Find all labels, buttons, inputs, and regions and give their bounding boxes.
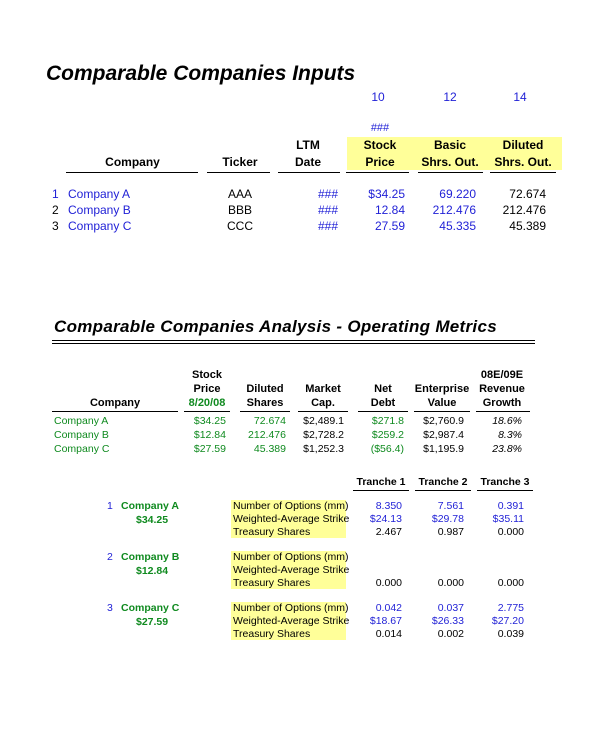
title-double-line-bottom (52, 343, 535, 344)
inputs-header-price-1: Stock (363, 138, 397, 152)
revenue-growth: 18.6% (492, 415, 522, 427)
label-weighted-average-strike: Weighted-Average Strike (233, 513, 350, 525)
options-tranche-2[interactable]: 0.037 (437, 602, 464, 614)
diluted-shares: 72.674 (509, 187, 546, 201)
inputs-underline-basic (418, 172, 483, 173)
inputs-underline-company (66, 172, 198, 173)
col-number-10: 10 (371, 90, 385, 104)
net-debt: ($56.4) (370, 443, 404, 455)
company-name: Company C (121, 602, 180, 614)
options-tranche-3[interactable]: 0.391 (497, 500, 524, 512)
revenue-growth: 8.3% (498, 429, 522, 441)
treasury-tranche-1: 0.000 (375, 577, 402, 589)
market-cap: $2,728.2 (303, 429, 344, 441)
options-tranche-2[interactable]: 7.561 (437, 500, 464, 512)
stock-price: $34.25 (193, 415, 226, 427)
analysis-header-growth-3: Growth (482, 397, 522, 409)
market-cap: $1,252.3 (303, 443, 344, 455)
analysis-underline-growth (476, 411, 530, 412)
strike-tranche-1[interactable]: $18.67 (369, 615, 402, 627)
analysis-underline-diluted (240, 411, 290, 412)
company-number: 2 (107, 551, 113, 563)
analysis-underline-debt (358, 411, 408, 412)
ltm-date[interactable]: ### (317, 187, 338, 201)
analysis-underline-ev (414, 411, 470, 412)
treasury-tranche-1: 2.467 (375, 526, 402, 538)
company-name[interactable]: Company B (68, 203, 131, 217)
company-name[interactable]: Company A (68, 187, 131, 201)
company-number: 1 (107, 500, 113, 512)
analysis-header-price-1: Stock (192, 369, 222, 381)
analysis-header-diluted-1: Diluted (246, 383, 284, 395)
col-number-14: 14 (513, 90, 527, 104)
ticker[interactable]: BBB (227, 203, 252, 217)
ltm-date[interactable]: ### (317, 219, 338, 233)
options-tranche-3[interactable]: 2.775 (497, 602, 524, 614)
basic-shares[interactable]: 69.220 (439, 187, 476, 201)
label-number-of-options: Number of Options (mm) (233, 500, 349, 512)
strike-tranche-1[interactable]: $24.13 (369, 513, 402, 525)
label-weighted-average-strike: Weighted-Average Strike (233, 564, 350, 576)
options-tranche-1[interactable]: 0.042 (375, 602, 402, 614)
basic-shares[interactable]: 45.335 (439, 219, 476, 233)
tranche-header-2: Tranche 2 (418, 476, 468, 488)
revenue-growth: 23.8% (492, 443, 522, 455)
col-number-12: 12 (443, 90, 457, 104)
stock-price: $27.59 (193, 443, 226, 455)
analysis-header-mcap-2: Cap. (311, 397, 335, 409)
treasury-tranche-2: 0.000 (437, 577, 464, 589)
inputs-title: Comparable Companies Inputs (46, 62, 356, 85)
tranche-header-1: Tranche 1 (356, 476, 406, 488)
company-name[interactable]: Company C (68, 219, 132, 233)
treasury-tranche-3: 0.039 (497, 628, 524, 640)
ltm-date[interactable]: ### (317, 203, 338, 217)
hash-placeholder: ### (370, 122, 390, 134)
analysis-header-price-2: Price (193, 383, 221, 395)
company-name: Company B (121, 551, 180, 563)
enterprise-value: $2,987.4 (423, 429, 464, 441)
analysis-header-ev-2: Value (427, 397, 457, 409)
company-name: Company A (54, 415, 109, 427)
basic-shares[interactable]: 212.476 (432, 203, 476, 217)
inputs-underline-price (346, 172, 409, 173)
diluted-shares: 45.389 (509, 219, 546, 233)
treasury-tranche-2: 0.002 (437, 628, 464, 640)
stock-price: $12.84 (193, 429, 226, 441)
analysis-underline-price (184, 411, 230, 412)
stock-price[interactable]: 27.59 (374, 219, 405, 233)
company-name: Company C (54, 443, 110, 455)
inputs-header-ltm-2: Date (294, 155, 321, 169)
inputs-header-diluted-2: Shrs. Out. (494, 155, 552, 169)
options-tranche-1[interactable]: 8.350 (375, 500, 402, 512)
treasury-tranche-3: 0.000 (497, 526, 524, 538)
analysis-header-price-date: 8/20/08 (188, 397, 226, 409)
net-debt: $271.8 (371, 415, 404, 427)
label-number-of-options: Number of Options (mm) (233, 551, 349, 563)
inputs-underline-diluted (490, 172, 556, 173)
analysis-underline-company (52, 411, 178, 412)
market-cap: $2,489.1 (303, 415, 344, 427)
analysis-underline-mcap (298, 411, 348, 412)
diluted-shares: 212.476 (248, 429, 286, 441)
treasury-tranche-1: 0.014 (375, 628, 402, 640)
inputs-underline-ltm (278, 172, 340, 173)
inputs-header-price-2: Price (365, 155, 395, 169)
row-number: 1 (52, 187, 59, 201)
analysis-header-diluted-2: Shares (246, 397, 284, 409)
analysis-header-ev-1: Enterprise (414, 383, 470, 395)
tranche-underline-2 (415, 490, 471, 491)
analysis-title: Comparable Companies Analysis - Operating Metrics (54, 317, 497, 336)
stock-price[interactable]: 12.84 (374, 203, 405, 217)
strike-tranche-2[interactable]: $26.33 (431, 615, 464, 627)
tranche-header-3: Tranche 3 (480, 476, 530, 488)
diluted-shares: 45.389 (253, 443, 286, 455)
label-treasury-shares: Treasury Shares (233, 577, 311, 589)
inputs-header-basic-1: Basic (433, 138, 467, 152)
inputs-header-ltm-1: LTM (296, 138, 320, 152)
ticker[interactable]: CCC (227, 219, 253, 233)
strike-tranche-3[interactable]: $35.11 (492, 513, 524, 525)
label-number-of-options: Number of Options (mm) (233, 602, 349, 614)
tranche-underline-1 (353, 490, 409, 491)
strike-tranche-3[interactable]: $27.20 (491, 615, 524, 627)
title-double-line-top (52, 340, 535, 341)
company-name: Company A (121, 500, 179, 512)
label-weighted-average-strike: Weighted-Average Strike (233, 615, 350, 627)
company-price: $27.59 (136, 616, 169, 628)
label-treasury-shares: Treasury Shares (233, 628, 311, 640)
stock-price[interactable]: $34.25 (368, 187, 405, 201)
treasury-tranche-2: 0.987 (437, 526, 464, 538)
inputs-header-company: Company (105, 155, 160, 169)
analysis-header-mcap-1: Market (305, 383, 341, 395)
enterprise-value: $1,195.9 (423, 443, 464, 455)
diluted-shares: 72.674 (253, 415, 286, 427)
enterprise-value: $2,760.9 (423, 415, 464, 427)
tranche-underline-3 (477, 490, 533, 491)
company-price: $12.84 (136, 565, 169, 577)
analysis-header-company: Company (89, 397, 141, 409)
treasury-tranche-3: 0.000 (497, 577, 524, 589)
analysis-header-debt-1: Net (374, 383, 392, 395)
company-price: $34.25 (136, 514, 169, 526)
analysis-header-growth-2: Revenue (479, 383, 525, 395)
row-number: 2 (52, 203, 59, 217)
label-treasury-shares: Treasury Shares (233, 526, 311, 538)
inputs-underline-ticker (207, 172, 270, 173)
company-number: 3 (107, 602, 113, 614)
net-debt: $259.2 (371, 429, 404, 441)
diluted-shares: 212.476 (502, 203, 546, 217)
strike-tranche-2[interactable]: $29.78 (431, 513, 464, 525)
row-number: 3 (52, 219, 59, 233)
analysis-header-debt-2: Debt (370, 397, 396, 409)
analysis-header-growth-1: 08E/09E (480, 369, 524, 381)
inputs-header-basic-2: Shrs. Out. (421, 155, 479, 169)
company-name: Company B (54, 429, 109, 441)
inputs-header-ticker: Ticker (222, 155, 258, 169)
ticker[interactable]: AAA (227, 187, 252, 201)
inputs-header-diluted-1: Diluted (502, 138, 544, 152)
